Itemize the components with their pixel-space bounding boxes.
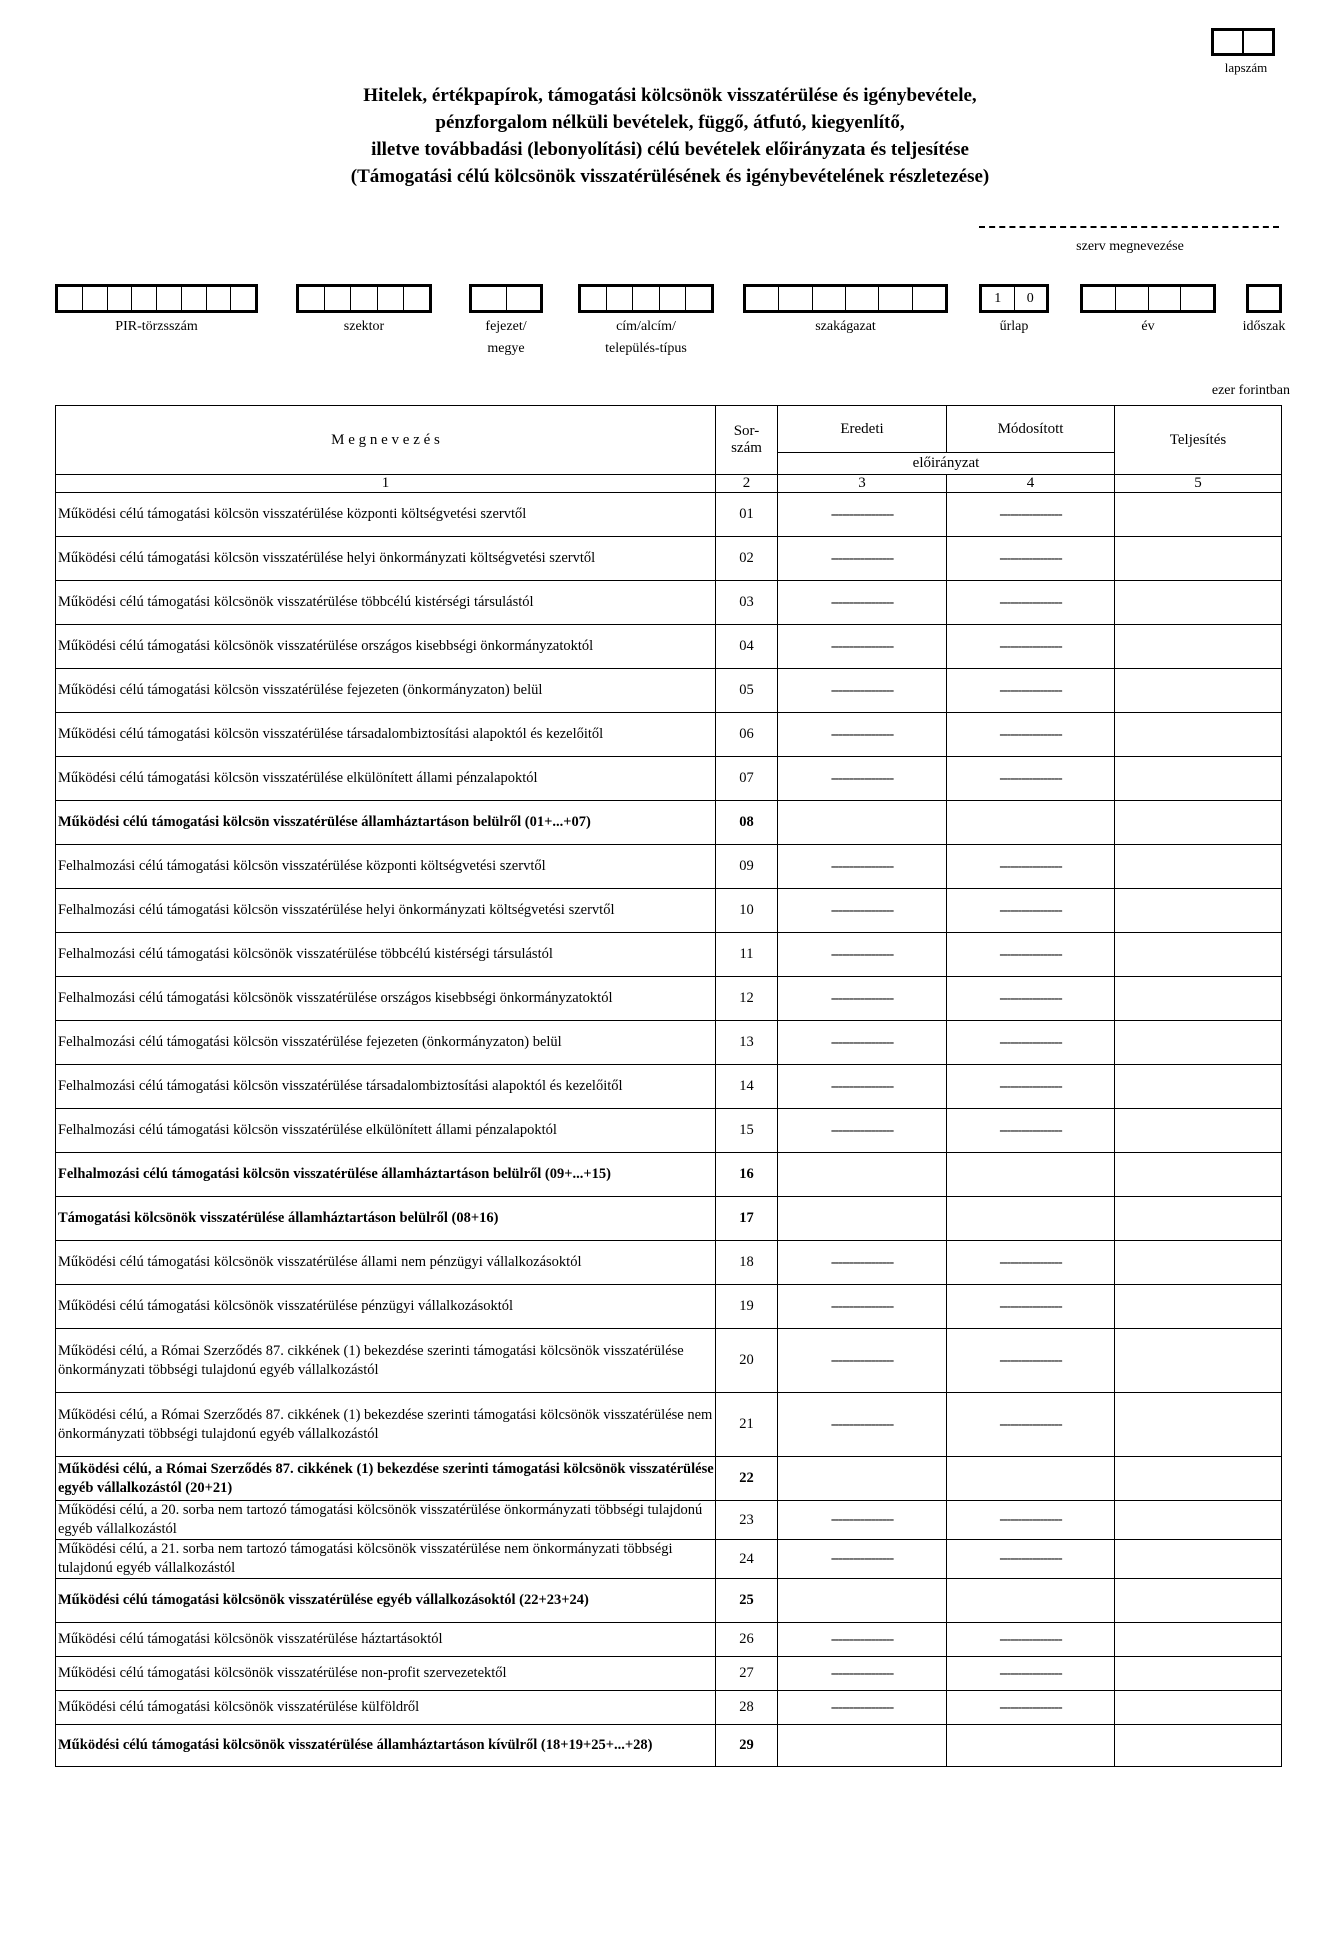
cell-eredeti: ----------------- xyxy=(778,537,947,581)
row-name: Működési célú támogatási kölcsön visszatérülése helyi önkormányzati költségvetési szervtől xyxy=(56,537,716,581)
cell-eredeti: ----------------- xyxy=(778,1109,947,1153)
cell-teljesites[interactable] xyxy=(1115,1021,1282,1065)
table-body xyxy=(56,493,1282,1767)
col-number-2: 2 xyxy=(716,475,778,493)
cell-modositott: ----------------- xyxy=(947,493,1115,537)
table-row xyxy=(56,581,1282,625)
row-number: 25 xyxy=(716,1579,778,1623)
table-row xyxy=(56,1153,1282,1197)
cell-modositott: ----------------- xyxy=(947,1241,1115,1285)
cell-eredeti[interactable] xyxy=(778,1153,947,1197)
cell-modositott[interactable] xyxy=(947,1579,1115,1623)
cell-eredeti: ----------------- xyxy=(778,757,947,801)
table-row xyxy=(56,1501,1282,1540)
row-number: 14 xyxy=(716,1065,778,1109)
cell-eredeti: ----------------- xyxy=(778,713,947,757)
row-number: 17 xyxy=(716,1197,778,1241)
cell-modositott: ----------------- xyxy=(947,845,1115,889)
table-row xyxy=(56,1657,1282,1691)
fejezet-input[interactable] xyxy=(469,284,543,313)
cell-teljesites[interactable] xyxy=(1115,977,1282,1021)
cell-modositott: ----------------- xyxy=(947,625,1115,669)
cell-teljesites[interactable] xyxy=(1115,493,1282,537)
table-row xyxy=(56,1109,1282,1153)
row-name: Felhalmozási célú támogatási kölcsön visszatérülése központi költségvetési szervtől xyxy=(56,845,716,889)
cell-eredeti: ----------------- xyxy=(778,1657,947,1691)
cell-modositott: ----------------- xyxy=(947,537,1115,581)
cell-modositott: ----------------- xyxy=(947,1329,1115,1393)
cell-modositott: ----------------- xyxy=(947,1501,1115,1540)
row-name: Működési célú, a 20. sorba nem tartozó támogatási kölcsönök visszatérülése önkormányzati többségi tulajdonú egyéb vállalkozástól xyxy=(56,1501,716,1540)
cell-teljesites[interactable] xyxy=(1115,801,1282,845)
cell-teljesites[interactable] xyxy=(1115,933,1282,977)
pir-label: PIR-törzsszám xyxy=(115,319,198,334)
row-name: Működési célú támogatási kölcsönök visszatérülése háztartásoktól xyxy=(56,1623,716,1657)
cell-eredeti: ----------------- xyxy=(778,1285,947,1329)
szakagazat-label: szakágazat xyxy=(815,319,876,334)
cell-modositott[interactable] xyxy=(947,1457,1115,1501)
idoszak-label: időszak xyxy=(1242,319,1286,334)
cell-eredeti: ----------------- xyxy=(778,1329,947,1393)
table-row xyxy=(56,1329,1282,1393)
row-name: Működési célú támogatási kölcsönök visszatérülése államháztartáson kívülről (18+19+25+...+28) xyxy=(56,1725,716,1767)
header-sorszam-line1: Sor- xyxy=(733,423,760,439)
cell-modositott: ----------------- xyxy=(947,977,1115,1021)
row-number: 15 xyxy=(716,1109,778,1153)
row-name: Működési célú, a 21. sorba nem tartozó támogatási kölcsönök visszatérülése nem önkormányzati többségi tulajdonú egyéb vállalkozástól xyxy=(56,1540,716,1579)
row-number: 06 xyxy=(716,713,778,757)
table-row xyxy=(56,757,1282,801)
cell-eredeti[interactable] xyxy=(778,1725,947,1767)
cell-eredeti: ----------------- xyxy=(778,625,947,669)
lapszam-label: lapszám xyxy=(1224,60,1268,75)
cell-modositott: ----------------- xyxy=(947,1021,1115,1065)
row-number: 20 xyxy=(716,1329,778,1393)
table-row xyxy=(56,1579,1282,1623)
col-number-5: 5 xyxy=(1115,475,1282,493)
row-number: 05 xyxy=(716,669,778,713)
cell-teljesites[interactable] xyxy=(1115,1329,1282,1393)
header-sorszam xyxy=(716,406,778,475)
header-sorszam-line2: szám xyxy=(731,440,762,456)
cell-teljesites[interactable] xyxy=(1115,889,1282,933)
table-row xyxy=(56,977,1282,1021)
col-number-3: 3 xyxy=(778,475,947,493)
row-name: Működési célú támogatási kölcsönök visszatérülése külföldről xyxy=(56,1691,716,1725)
row-name: Működési célú támogatási kölcsönök visszatérülése egyéb vállalkozásoktól (22+23+24) xyxy=(56,1579,716,1623)
cell-modositott: ----------------- xyxy=(947,757,1115,801)
row-name: Működési célú, a Római Szerződés 87. cikkének (1) bekezdése szerinti támogatási kölcsönök visszatérülése egyéb vállalkozástól (20+21) xyxy=(56,1457,716,1501)
row-number: 11 xyxy=(716,933,778,977)
szakagazat-input[interactable] xyxy=(743,284,948,313)
cell-teljesites[interactable] xyxy=(1115,1065,1282,1109)
cell-eredeti[interactable] xyxy=(778,801,947,845)
table-row xyxy=(56,1065,1282,1109)
cell-teljesites[interactable] xyxy=(1115,1153,1282,1197)
row-name: Működési célú támogatási kölcsön visszatérülése központi költségvetési szervtől xyxy=(56,493,716,537)
cell-teljesites[interactable] xyxy=(1115,1657,1282,1691)
row-number: 09 xyxy=(716,845,778,889)
cell-modositott: ----------------- xyxy=(947,581,1115,625)
title-line-2: pénzforgalom nélküli bevételek, függő, átfutó, kiegyenlítő, xyxy=(435,112,905,133)
row-number: 18 xyxy=(716,1241,778,1285)
row-name: Működési célú támogatási kölcsönök visszatérülése országos kisebbségi önkormányzatoktól xyxy=(56,625,716,669)
cell-teljesites[interactable] xyxy=(1115,669,1282,713)
szektor-input[interactable] xyxy=(296,284,432,313)
cell-teljesites[interactable] xyxy=(1115,713,1282,757)
cell-eredeti: ----------------- xyxy=(778,1691,947,1725)
table-row xyxy=(56,1393,1282,1457)
row-name: Támogatási kölcsönök visszatérülése államháztartáson belülről (08+16) xyxy=(56,1197,716,1241)
cell-eredeti: ----------------- xyxy=(778,1501,947,1540)
table-row xyxy=(56,713,1282,757)
row-number: 10 xyxy=(716,889,778,933)
row-name: Működési célú, a Római Szerződés 87. cikkének (1) bekezdése szerinti támogatási kölcsönök visszatérülése nem önkormányzati többségi tulajdonú egyéb vállalkozástól xyxy=(56,1393,716,1457)
table-row xyxy=(56,1457,1282,1501)
row-name: Felhalmozási célú támogatási kölcsön visszatérülése helyi önkormányzati költségvetési szervtől xyxy=(56,889,716,933)
row-number: 19 xyxy=(716,1285,778,1329)
header-teljesites: Teljesítés xyxy=(1115,406,1282,475)
row-number: 08 xyxy=(716,801,778,845)
header-modositott: Módosított xyxy=(947,406,1115,453)
cell-teljesites[interactable] xyxy=(1115,1540,1282,1579)
urlap-digit-2: 0 xyxy=(1026,291,1034,306)
cell-teljesites[interactable] xyxy=(1115,625,1282,669)
row-number: 03 xyxy=(716,581,778,625)
cell-modositott: ----------------- xyxy=(947,669,1115,713)
cell-modositott[interactable] xyxy=(947,1197,1115,1241)
title-line-3: illetve továbbadási (lebonyolítási) célú bevételek előirányzata és teljesítése xyxy=(371,139,969,160)
header-eloiranyzat: előirányzat xyxy=(778,453,1115,475)
row-name: Működési célú támogatási kölcsönök visszatérülése többcélú kistérségi társulástól xyxy=(56,581,716,625)
urlap-input[interactable] xyxy=(979,284,1049,313)
ev-input[interactable] xyxy=(1080,284,1216,313)
cell-teljesites[interactable] xyxy=(1115,1393,1282,1457)
row-number: 13 xyxy=(716,1021,778,1065)
table-row xyxy=(56,933,1282,977)
pir-input[interactable] xyxy=(55,284,258,313)
row-name: Működési célú támogatási kölcsön visszatérülése államháztartáson belülről (01+...+07) xyxy=(56,801,716,845)
row-name: Működési célú, a Római Szerződés 87. cikkének (1) bekezdése szerinti támogatási kölcsönök visszatérülése önkormányzati többségi tulajdonú egyéb vállalkozástól xyxy=(56,1329,716,1393)
table-row xyxy=(56,1540,1282,1579)
cim-label-line1: cím/alcím/ xyxy=(616,319,676,334)
table-row xyxy=(56,1691,1282,1725)
fejezet-label xyxy=(459,316,553,360)
row-number: 02 xyxy=(716,537,778,581)
col-number-1: 1 xyxy=(56,475,716,493)
cell-eredeti: ----------------- xyxy=(778,977,947,1021)
table-row xyxy=(56,889,1282,933)
row-number: 23 xyxy=(716,1501,778,1540)
cell-eredeti: ----------------- xyxy=(778,1623,947,1657)
cell-eredeti: ----------------- xyxy=(778,669,947,713)
main-table xyxy=(55,405,1282,1767)
telepules-label-line2: település-típus xyxy=(605,341,687,356)
cell-modositott[interactable] xyxy=(947,1153,1115,1197)
cell-eredeti: ----------------- xyxy=(778,1540,947,1579)
ev-label: év xyxy=(1141,319,1155,334)
cell-eredeti: ----------------- xyxy=(778,581,947,625)
cell-teljesites[interactable] xyxy=(1115,1197,1282,1241)
cell-modositott: ----------------- xyxy=(947,1623,1115,1657)
row-number: 27 xyxy=(716,1657,778,1691)
cell-modositott: ----------------- xyxy=(947,1109,1115,1153)
row-name: Működési célú támogatási kölcsönök visszatérülése állami nem pénzügyi vállalkozásoktól xyxy=(56,1241,716,1285)
row-number: 28 xyxy=(716,1691,778,1725)
cell-modositott: ----------------- xyxy=(947,933,1115,977)
cell-teljesites[interactable] xyxy=(1115,1241,1282,1285)
cell-teljesites[interactable] xyxy=(1115,1457,1282,1501)
row-name: Működési célú támogatási kölcsön visszatérülése fejezeten (önkormányzaton) belül xyxy=(56,669,716,713)
row-name: Felhalmozási célú támogatási kölcsön visszatérülése fejezeten (önkormányzaton) belül xyxy=(56,1021,716,1065)
urlap-label: űrlap xyxy=(999,319,1029,334)
row-name: Működési célú támogatási kölcsön visszatérülése társadalombiztosítási alapoktól és kezelőitől xyxy=(56,713,716,757)
idoszak-input[interactable] xyxy=(1246,284,1282,313)
szektor-label: szektor xyxy=(343,319,385,334)
row-name: Felhalmozási célú támogatási kölcsönök visszatérülése többcélú kistérségi társulástól xyxy=(56,933,716,977)
cell-eredeti: ----------------- xyxy=(778,493,947,537)
unit-label: ezer forintban xyxy=(1211,383,1290,398)
header-megnevezes: M e g n e v e z é s xyxy=(56,406,716,475)
title-line-1: Hitelek, értékpapírok, támogatási kölcsönök visszatérülése és igénybevétele, xyxy=(363,85,977,106)
cell-teljesites[interactable] xyxy=(1115,1285,1282,1329)
cell-modositott: ----------------- xyxy=(947,1065,1115,1109)
row-name: Felhalmozási célú támogatási kölcsön visszatérülése államháztartáson belülről (09+...+15) xyxy=(56,1153,716,1197)
cell-teljesites[interactable] xyxy=(1115,845,1282,889)
row-number: 04 xyxy=(716,625,778,669)
table-row xyxy=(56,1197,1282,1241)
megye-label-line2: megye xyxy=(487,341,525,356)
header-eredeti: Eredeti xyxy=(778,406,947,453)
cell-eredeti: ----------------- xyxy=(778,1393,947,1457)
cim-label xyxy=(570,316,722,360)
cell-modositott: ----------------- xyxy=(947,1540,1115,1579)
row-name: Működési célú támogatási kölcsön visszatérülése elkülönített állami pénzalapoktól xyxy=(56,757,716,801)
urlap-digit-1: 1 xyxy=(982,287,1015,310)
lapszam-input[interactable] xyxy=(1211,28,1275,56)
cell-eredeti: ----------------- xyxy=(778,1241,947,1285)
row-number: 22 xyxy=(716,1457,778,1501)
cell-eredeti: ----------------- xyxy=(778,845,947,889)
table-row xyxy=(56,493,1282,537)
row-number: 16 xyxy=(716,1153,778,1197)
table-row xyxy=(56,625,1282,669)
cell-teljesites[interactable] xyxy=(1115,581,1282,625)
row-number: 01 xyxy=(716,493,778,537)
col-number-4: 4 xyxy=(947,475,1115,493)
cim-input[interactable] xyxy=(578,284,714,313)
table-row xyxy=(56,1285,1282,1329)
cell-modositott: ----------------- xyxy=(947,713,1115,757)
title-line-4: (Támogatási célú kölcsönök visszatérülésének és igénybevételének részletezése) xyxy=(350,166,990,187)
row-number: 24 xyxy=(716,1540,778,1579)
szerv-input-line[interactable] xyxy=(979,226,1279,228)
szerv-label: szerv megnevezése xyxy=(1076,239,1184,254)
table-row xyxy=(56,1623,1282,1657)
table-row xyxy=(56,845,1282,889)
row-number: 21 xyxy=(716,1393,778,1457)
cell-eredeti: ----------------- xyxy=(778,933,947,977)
row-name: Felhalmozási célú támogatási kölcsön visszatérülése elkülönített állami pénzalapoktól xyxy=(56,1109,716,1153)
cell-teljesites[interactable] xyxy=(1115,757,1282,801)
cell-teljesites[interactable] xyxy=(1115,537,1282,581)
fejezet-label-line1: fejezet/ xyxy=(485,319,527,334)
table-row xyxy=(56,1241,1282,1285)
cell-eredeti: ----------------- xyxy=(778,1021,947,1065)
row-number: 07 xyxy=(716,757,778,801)
row-name: Felhalmozási célú támogatási kölcsönök visszatérülése országos kisebbségi önkormányzatoktól xyxy=(56,977,716,1021)
table-row xyxy=(56,801,1282,845)
row-name: Működési célú támogatási kölcsönök visszatérülése pénzügyi vállalkozásoktól xyxy=(56,1285,716,1329)
row-name: Működési célú támogatási kölcsönök visszatérülése non-profit szervezetektől xyxy=(56,1657,716,1691)
table-row xyxy=(56,1021,1282,1065)
cell-teljesites[interactable] xyxy=(1115,1501,1282,1540)
cell-modositott[interactable] xyxy=(947,1725,1115,1767)
row-number: 29 xyxy=(716,1725,778,1767)
cell-modositott: ----------------- xyxy=(947,1657,1115,1691)
row-name: Felhalmozási célú támogatási kölcsön visszatérülése társadalombiztosítási alapoktól és kezelőitől xyxy=(56,1065,716,1109)
cell-eredeti: ----------------- xyxy=(778,889,947,933)
cell-eredeti: ----------------- xyxy=(778,1065,947,1109)
cell-modositott: ----------------- xyxy=(947,1393,1115,1457)
table-row xyxy=(56,1725,1282,1767)
cell-modositott[interactable] xyxy=(947,801,1115,845)
cell-eredeti[interactable] xyxy=(778,1457,947,1501)
cell-teljesites[interactable] xyxy=(1115,1109,1282,1153)
cell-modositott: ----------------- xyxy=(947,1691,1115,1725)
row-number: 12 xyxy=(716,977,778,1021)
cell-teljesites[interactable] xyxy=(1115,1623,1282,1657)
cell-modositott: ----------------- xyxy=(947,1285,1115,1329)
cell-eredeti[interactable] xyxy=(778,1579,947,1623)
cell-eredeti[interactable] xyxy=(778,1197,947,1241)
cell-teljesites[interactable] xyxy=(1115,1725,1282,1767)
cell-teljesites[interactable] xyxy=(1115,1691,1282,1725)
cell-teljesites[interactable] xyxy=(1115,1579,1282,1623)
row-number: 26 xyxy=(716,1623,778,1657)
table-row xyxy=(56,669,1282,713)
page-title xyxy=(0,82,1340,190)
table-row xyxy=(56,537,1282,581)
cell-modositott: ----------------- xyxy=(947,889,1115,933)
